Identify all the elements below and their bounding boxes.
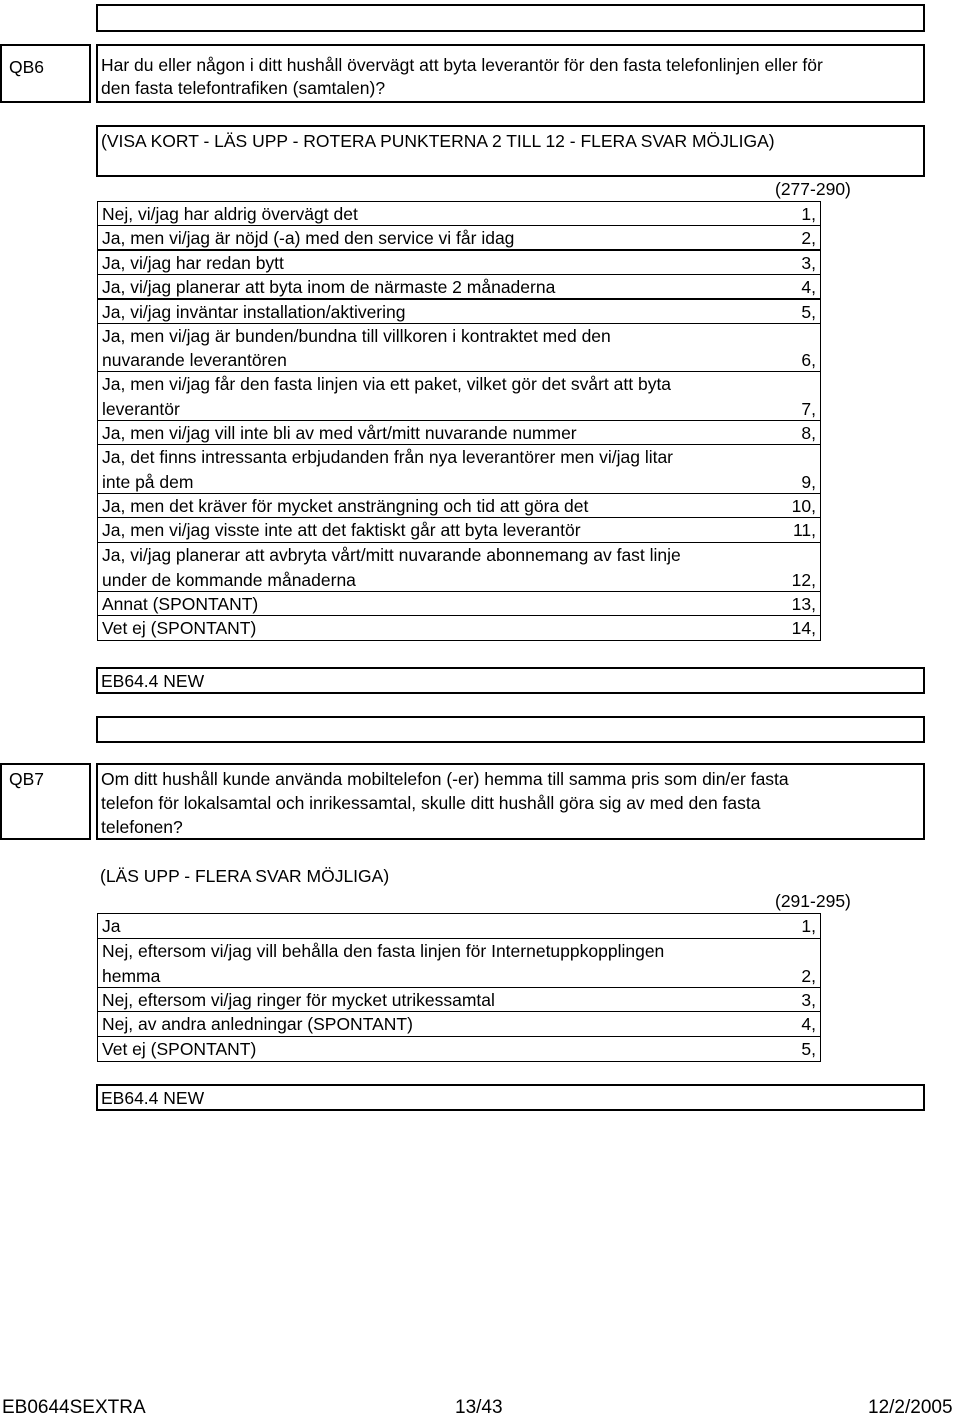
qb7-option-label: Nej, av andra anledningar (SPONTANT) bbox=[102, 1014, 413, 1034]
qb7-option-label: Ja bbox=[102, 916, 121, 936]
qb7-id: QB7 bbox=[9, 769, 45, 789]
qb7-option-code: 2, bbox=[801, 966, 816, 986]
qb7-source-box bbox=[96, 1084, 925, 1111]
qb6-option-code: 2, bbox=[801, 228, 816, 248]
qb7-option bbox=[97, 913, 821, 939]
qb6-instruction: (VISA KORT - LÄS UPP - ROTERA PUNKTERNA 2 TILL 12 - FLERA SVAR MÖJLIGA) bbox=[101, 131, 775, 151]
qb6-option-code: 9, bbox=[801, 472, 816, 492]
footer-doc-id: EB0644SEXTRA bbox=[2, 1397, 146, 1418]
qb6-top-empty-field bbox=[96, 4, 925, 32]
qb6-option-label: Ja, vi/jag planerar att avbryta vårt/mitt nuvarande abonnemang av fast linje bbox=[102, 545, 681, 565]
qb6-option-code: 8, bbox=[801, 423, 816, 443]
qb6-option bbox=[97, 493, 821, 518]
qb6-option-code: 11, bbox=[792, 520, 816, 540]
qb7-code-range: (291-295) bbox=[775, 891, 851, 911]
qb7-instruction: (LÄS UPP - FLERA SVAR MÖJLIGA) bbox=[100, 866, 390, 886]
qb6-option-code: 7, bbox=[801, 399, 816, 419]
qb6-option bbox=[97, 201, 821, 226]
qb6-option-label: Ja, vi/jag inväntar installation/aktivering bbox=[102, 302, 406, 322]
qb6-instruction-box bbox=[96, 125, 925, 177]
qb6-option bbox=[97, 274, 821, 299]
qb6-option bbox=[97, 542, 821, 592]
qb7-id-box bbox=[0, 763, 91, 840]
qb6-option bbox=[97, 591, 821, 616]
qb6-question-line1: Har du eller någon i ditt hushåll övervägt att byta leverantör för den fasta telefonlinjen eller för bbox=[101, 55, 823, 75]
qb7-option-label-cont: hemma bbox=[102, 966, 161, 986]
qb7-option-code: 4, bbox=[801, 1014, 816, 1034]
qb7-option bbox=[97, 987, 821, 1012]
qb6-option bbox=[97, 299, 821, 324]
footer-page-number: 13/43 bbox=[455, 1397, 503, 1418]
qb7-option-code: 3, bbox=[801, 990, 816, 1010]
qb6-option-label-cont: leverantör bbox=[102, 399, 180, 419]
qb6-option-code: 13, bbox=[791, 594, 816, 614]
qb6-option-code: 6, bbox=[801, 350, 816, 370]
qb6-option-label: Ja, men vi/jag visste inte att det faktiskt går att byta leverantör bbox=[102, 520, 581, 540]
qb6-option-label-cont: nuvarande leverantören bbox=[102, 350, 287, 370]
qb6-option bbox=[97, 225, 821, 250]
qb6-option bbox=[97, 420, 821, 445]
qb6-id-box bbox=[0, 44, 91, 103]
qb6-option bbox=[97, 615, 821, 641]
qb7-question-box bbox=[96, 763, 925, 840]
qb6-option-code: 4, bbox=[801, 277, 816, 297]
qb6-option-label-cont: under de kommande månaderna bbox=[102, 570, 356, 590]
qb6-option-label: Ja, vi/jag har redan bytt bbox=[102, 253, 284, 273]
qb6-code-range: (277-290) bbox=[775, 179, 851, 199]
qb6-source-box bbox=[96, 667, 925, 694]
qb6-option-label-cont: inte på dem bbox=[102, 472, 194, 492]
qb6-id: QB6 bbox=[9, 57, 45, 77]
qb7-question-line3: telefonen? bbox=[101, 817, 183, 837]
qb7-option-label: Nej, eftersom vi/jag vill behålla den fasta linjen för Internetuppkopplingen bbox=[102, 941, 665, 961]
qb6-option bbox=[97, 323, 821, 372]
qb6-option-label: Nej, vi/jag har aldrig övervägt det bbox=[102, 204, 358, 224]
qb7-question-line1: Om ditt hushåll kunde använda mobiltelefon (-er) hemma till samma pris som din/er fasta bbox=[101, 769, 789, 789]
qb6-option-code: 14, bbox=[791, 618, 816, 638]
qb6-option bbox=[97, 250, 821, 275]
qb6-question-box bbox=[96, 44, 925, 103]
qb7-option-label: Nej, eftersom vi/jag ringer för mycket utrikessamtal bbox=[102, 990, 495, 1010]
qb6-option-label: Ja, men vi/jag vill inte bli av med vårt/mitt nuvarande nummer bbox=[102, 423, 577, 443]
qb7-option-label: Vet ej (SPONTANT) bbox=[102, 1039, 257, 1059]
qb6-option bbox=[97, 444, 821, 494]
qb7-question-line2: telefon för lokalsamtal och inrikessamtal, skulle ditt hushåll göra sig av med den fasta bbox=[101, 793, 761, 813]
qb6-option-code: 12, bbox=[791, 570, 816, 590]
qb6-option-code: 5, bbox=[801, 302, 816, 322]
qb6-option-label: Vet ej (SPONTANT) bbox=[102, 618, 257, 638]
qb6-option-label: Ja, vi/jag planerar att byta inom de närmaste 2 månaderna bbox=[102, 277, 556, 297]
qb6-option bbox=[97, 371, 821, 421]
qb7-option bbox=[97, 938, 821, 988]
qb6-option-code: 10, bbox=[791, 496, 816, 516]
qb6-option-label: Ja, men det kräver för mycket ansträngning och tid att göra det bbox=[102, 496, 589, 516]
qb6-option-label: Ja, men vi/jag är nöjd (-a) med den service vi får idag bbox=[102, 228, 515, 248]
qb7-option-code: 1, bbox=[801, 916, 816, 936]
qb7-source: EB64.4 NEW bbox=[101, 1088, 205, 1108]
qb6-option-code: 3, bbox=[801, 253, 816, 273]
qb6-option-label: Annat (SPONTANT) bbox=[102, 594, 259, 614]
qb7-option bbox=[97, 1011, 821, 1037]
qb6-option-code: 1, bbox=[801, 204, 816, 224]
qb6-option-label: Ja, det finns intressanta erbjudanden från nya leverantörer men vi/jag litar bbox=[102, 447, 674, 467]
qb6-question-line2: den fasta telefontrafiken (samtalen)? bbox=[101, 78, 386, 98]
qb6-source: EB64.4 NEW bbox=[101, 671, 205, 691]
qb6-option-label: Ja, men vi/jag får den fasta linjen via ett paket, vilket gör det svårt att byta bbox=[102, 374, 672, 394]
qb7-top-empty-field bbox=[96, 716, 925, 743]
qb6-option-label: Ja, men vi/jag är bunden/bundna till villkoren i kontraktet med den bbox=[102, 326, 611, 346]
qb6-option bbox=[97, 517, 821, 543]
footer-date: 12/2/2005 bbox=[868, 1397, 953, 1418]
qb7-option bbox=[97, 1036, 821, 1062]
qb7-option-code: 5, bbox=[801, 1039, 816, 1059]
